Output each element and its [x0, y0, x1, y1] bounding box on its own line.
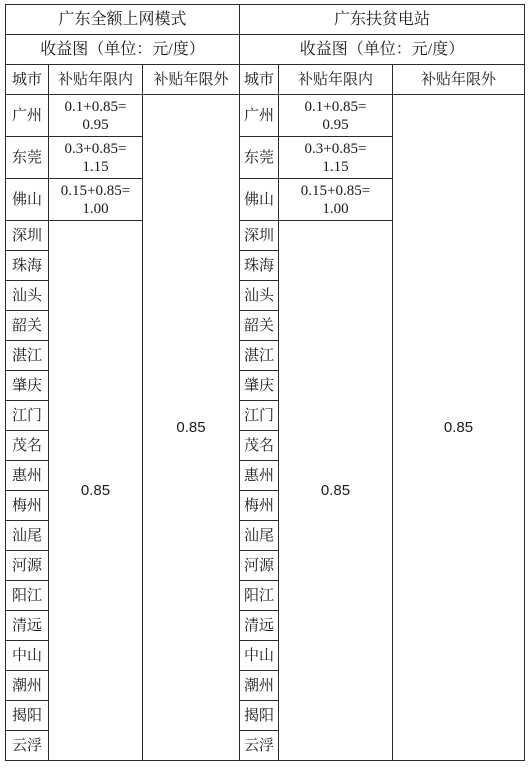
right-city-cell: 潮州: [240, 671, 279, 701]
left-within-merged-cell: 0.85: [49, 221, 143, 761]
left-col-outside-header: 补贴年限外: [143, 65, 240, 95]
right-city-cell: 阳江: [240, 581, 279, 611]
right-city-cell: 韶关: [240, 311, 279, 341]
right-city-cell: 深圳: [240, 221, 279, 251]
left-city-cell: 广州: [6, 95, 49, 137]
right-within-formula-cell: 0.15+0.85= 1.00: [279, 179, 393, 221]
right-city-cell: 江门: [240, 401, 279, 431]
left-city-cell: 湛江: [6, 341, 49, 371]
right-city-cell: 茂名: [240, 431, 279, 461]
right-city-cell: 清远: [240, 611, 279, 641]
left-city-cell: 中山: [6, 641, 49, 671]
right-city-cell: 佛山: [240, 179, 279, 221]
left-city-cell: 汕头: [6, 281, 49, 311]
left-city-cell: 阳江: [6, 581, 49, 611]
left-city-cell: 揭阳: [6, 701, 49, 731]
left-city-cell: 东莞: [6, 137, 49, 179]
left-table-title: 广东全额上网模式: [6, 5, 240, 35]
right-city-cell: 肇庆: [240, 371, 279, 401]
right-within-merged-cell: 0.85: [279, 221, 393, 761]
right-city-cell: 珠海: [240, 251, 279, 281]
left-city-cell: 梅州: [6, 491, 49, 521]
right-city-cell: 云浮: [240, 731, 279, 761]
right-city-cell: 汕头: [240, 281, 279, 311]
right-city-cell: 广州: [240, 95, 279, 137]
left-city-cell: 云浮: [6, 731, 49, 761]
subsidy-comparison-table: [5, 4, 525, 761]
left-city-cell: 深圳: [6, 221, 49, 251]
right-table-subtitle: 收益图（单位：元/度）: [240, 35, 525, 65]
right-col-city-header: 城市: [240, 65, 279, 95]
right-city-cell: 惠州: [240, 461, 279, 491]
left-city-cell: 茂名: [6, 431, 49, 461]
left-city-cell: 河源: [6, 551, 49, 581]
left-within-formula-cell: 0.15+0.85= 1.00: [49, 179, 143, 221]
right-within-formula-cell: 0.3+0.85= 1.15: [279, 137, 393, 179]
left-city-cell: 汕尾: [6, 521, 49, 551]
left-city-cell: 肇庆: [6, 371, 49, 401]
subtitle-row: [6, 35, 525, 65]
right-city-cell: 汕尾: [240, 521, 279, 551]
left-col-within-header: 补贴年限内: [49, 65, 143, 95]
left-city-cell: 清远: [6, 611, 49, 641]
right-within-formula-cell: 0.1+0.85= 0.95: [279, 95, 393, 137]
right-city-cell: 揭阳: [240, 701, 279, 731]
left-city-cell: 韶关: [6, 311, 49, 341]
left-city-cell: 珠海: [6, 251, 49, 281]
right-col-outside-header: 补贴年限外: [393, 65, 525, 95]
left-within-formula-cell: 0.1+0.85= 0.95: [49, 95, 143, 137]
right-city-cell: 东莞: [240, 137, 279, 179]
left-city-cell: 惠州: [6, 461, 49, 491]
column-header-row: [6, 65, 525, 95]
left-city-cell: 佛山: [6, 179, 49, 221]
right-city-cell: 河源: [240, 551, 279, 581]
right-city-cell: 湛江: [240, 341, 279, 371]
right-table-title: 广东扶贫电站: [240, 5, 525, 35]
table-row: [6, 95, 525, 137]
right-city-cell: 中山: [240, 641, 279, 671]
left-within-formula-cell: 0.3+0.85= 1.15: [49, 137, 143, 179]
left-city-cell: 江门: [6, 401, 49, 431]
right-col-within-header: 补贴年限内: [279, 65, 393, 95]
right-outside-merged-cell: 0.85: [393, 95, 525, 761]
left-city-cell: 潮州: [6, 671, 49, 701]
left-table-subtitle: 收益图（单位：元/度）: [6, 35, 240, 65]
right-city-cell: 梅州: [240, 491, 279, 521]
left-col-city-header: 城市: [6, 65, 49, 95]
left-outside-merged-cell: 0.85: [143, 95, 240, 761]
title-row: [6, 5, 525, 35]
